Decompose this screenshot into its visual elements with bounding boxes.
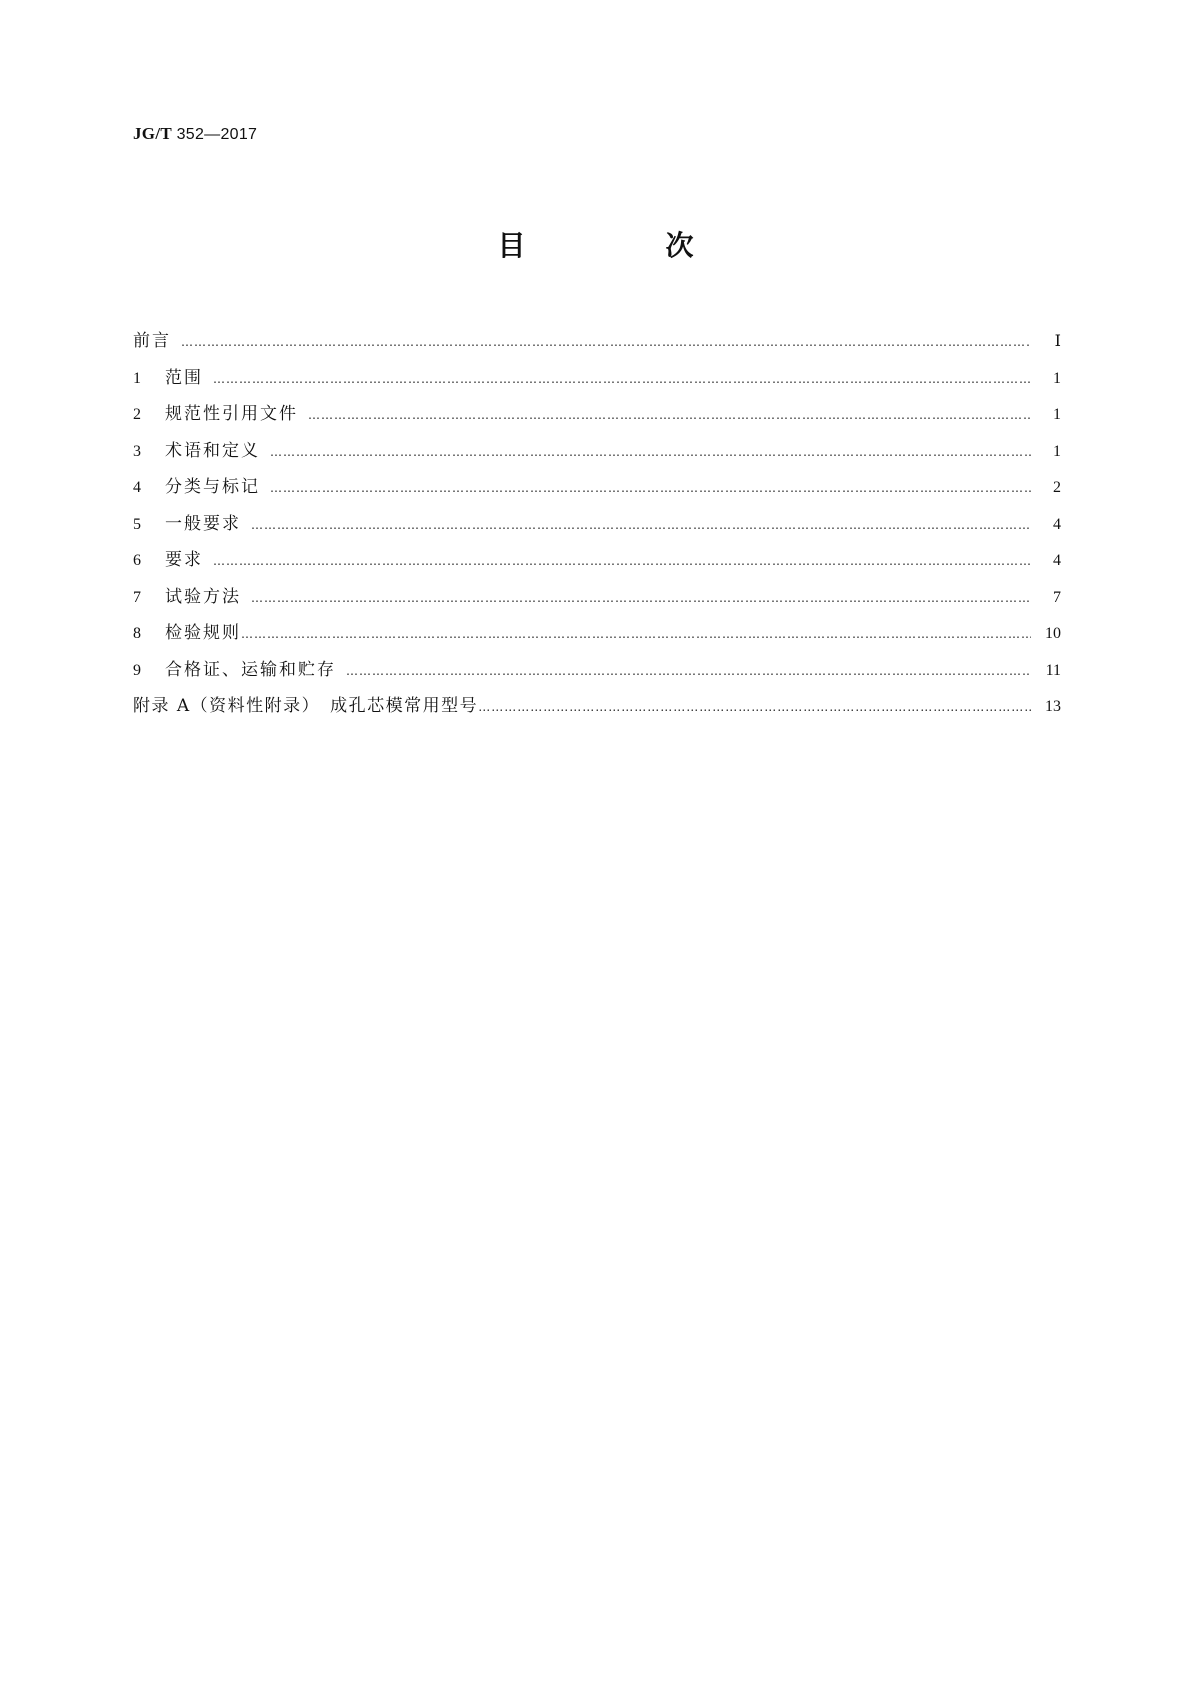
document-code-number: 352—2017 (176, 126, 258, 143)
toc-entry-label: 附录 A（资料性附录） 成孔芯模常用型号 (133, 696, 479, 716)
toc-dot-leader (478, 700, 1031, 714)
toc-entry-label: 试验方法 (165, 586, 241, 607)
toc-entry-label: 检验规则 (165, 623, 241, 643)
toc-entry-7[interactable] (133, 582, 1061, 619)
table-of-contents (133, 326, 1061, 728)
toc-entry-label: 术语和定义 (165, 440, 260, 461)
toc-entry-page: 10 (1045, 625, 1061, 642)
toc-entry-label: 前言 (133, 331, 171, 351)
toc-entry-label: 合格证、运输和贮存 (165, 659, 336, 680)
toc-entry-number: 1 (133, 369, 141, 387)
toc-entry-1[interactable] (133, 363, 1061, 400)
toc-entry-page: Ⅰ (1054, 333, 1061, 350)
toc-entry-number: 3 (133, 442, 141, 460)
toc-entry-number: 7 (133, 588, 141, 606)
toc-entry-number: 5 (133, 515, 141, 533)
toc-entry-5[interactable] (133, 509, 1061, 546)
toc-entry-page: 1 (1053, 369, 1061, 387)
toc-entry-page: 1 (1053, 442, 1061, 460)
toc-entry-label: 分类与标记 (165, 477, 260, 497)
toc-dot-leader (251, 591, 1031, 605)
toc-entry-page: 13 (1045, 698, 1061, 715)
toc-entry-foreword[interactable] (133, 326, 1061, 363)
toc-dot-leader (346, 664, 1031, 678)
toc-entry-page: 4 (1053, 552, 1061, 569)
toc-dot-leader (181, 335, 1031, 349)
toc-entry-number: 8 (133, 625, 141, 642)
document-code (133, 124, 257, 144)
toc-entry-9[interactable] (133, 655, 1061, 692)
toc-entry-number: 2 (133, 406, 141, 423)
toc-entry-4[interactable] (133, 472, 1061, 509)
document-code-prefix: JG/T (133, 124, 172, 143)
toc-entry-number: 6 (133, 552, 141, 569)
toc-entry-2[interactable] (133, 399, 1061, 436)
toc-dot-leader (213, 554, 1031, 568)
toc-dot-leader (270, 481, 1031, 495)
toc-entry-number: 9 (133, 661, 141, 679)
toc-entry-6[interactable] (133, 545, 1061, 582)
toc-entry-appendix-a[interactable] (133, 691, 1061, 728)
toc-entry-8[interactable] (133, 618, 1061, 655)
toc-dot-leader (308, 408, 1031, 422)
toc-entry-label: 规范性引用文件 (165, 404, 298, 424)
page-title: 目 次 (497, 229, 750, 262)
toc-entry-number: 4 (133, 479, 141, 496)
toc-entry-3[interactable] (133, 436, 1061, 473)
toc-entry-page: 1 (1053, 406, 1061, 423)
toc-dot-leader (213, 372, 1031, 386)
toc-entry-label: 范围 (165, 367, 203, 388)
toc-dot-leader (251, 518, 1031, 532)
toc-dot-leader (241, 627, 1031, 641)
toc-entry-label: 一般要求 (165, 513, 241, 534)
toc-dot-leader (270, 445, 1031, 459)
toc-entry-page: 2 (1053, 479, 1061, 496)
toc-entry-label: 要求 (165, 550, 203, 570)
toc-entry-page: 7 (1053, 588, 1061, 606)
toc-entry-page: 11 (1045, 661, 1061, 679)
toc-entry-page: 4 (1053, 515, 1061, 533)
